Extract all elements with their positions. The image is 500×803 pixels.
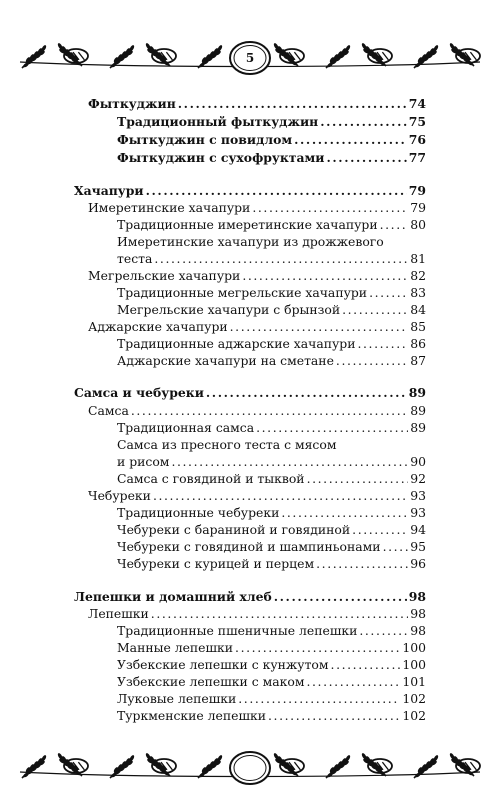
dot-leader — [274, 589, 407, 605]
toc-item-entry[interactable] — [117, 539, 426, 555]
entry-page: 77 — [408, 150, 426, 165]
entry-title: Чебуреки с говядиной и шампиньонами — [117, 539, 381, 554]
wheat-ear-icon — [22, 44, 47, 68]
dot-leader — [256, 420, 408, 436]
wheat-ear-icon — [110, 754, 135, 778]
entry-page: 87 — [410, 353, 426, 368]
dot-leader — [230, 319, 409, 335]
dot-leader — [235, 640, 400, 656]
dot-leader — [336, 353, 408, 369]
page-number: 5 — [245, 51, 255, 65]
toc-item-entry[interactable] — [117, 556, 426, 572]
dot-leader — [383, 539, 409, 555]
entry-page: 81 — [410, 251, 426, 266]
dot-leader — [342, 302, 408, 318]
entry-title: Самса — [88, 403, 129, 418]
toc-section-entry[interactable] — [74, 183, 426, 199]
dot-leader — [146, 183, 407, 199]
entry-page: 82 — [410, 268, 426, 283]
toc-item-entry[interactable] — [117, 708, 426, 724]
entry-title: Фыткуджин — [88, 96, 176, 111]
entry-page: 79 — [408, 183, 426, 198]
entry-page: 79 — [410, 200, 426, 215]
entry-page: 94 — [410, 522, 426, 537]
entry-title: Традиционная самса — [117, 420, 255, 435]
dot-leader — [306, 674, 400, 690]
toc-section-entry[interactable] — [88, 96, 426, 112]
entry-page: 96 — [410, 556, 426, 571]
entry-title: Узбекские лепешки с кунжутом — [117, 657, 329, 672]
entry-title: Мегрельские хачапури с брынзой — [117, 302, 341, 317]
entry-page: 102 — [402, 708, 426, 723]
entry-page: 84 — [410, 302, 426, 317]
toc-item-entry[interactable] — [117, 336, 426, 352]
entry-title: Традиционные мегрельские хачапури — [117, 285, 368, 300]
entry-title: Аджарские хачапури на сметане — [117, 353, 334, 368]
entry-title: Самса из пресного теста с мясом — [117, 437, 337, 452]
toc-item-entry[interactable] — [117, 505, 426, 521]
entry-page: 100 — [402, 657, 426, 672]
entry-page: 83 — [410, 285, 426, 300]
toc-item-entry[interactable] — [117, 353, 426, 369]
entry-title: Фыткуджин с повидлом — [117, 132, 293, 147]
dot-leader — [369, 285, 408, 301]
toc-item-entry[interactable] — [117, 674, 426, 690]
entry-title-continued: и рисом — [117, 454, 170, 469]
entry-page: 89 — [410, 403, 426, 418]
dot-leader — [357, 336, 408, 352]
dot-leader — [268, 708, 400, 724]
entry-title: Самса и чебуреки — [74, 385, 204, 400]
toc-item-entry[interactable] — [117, 691, 426, 707]
entry-title: Традиционные имеретинские хачапури — [117, 217, 378, 232]
wheat-ear-icon — [198, 754, 223, 778]
wheat-ear-icon — [326, 44, 351, 68]
dot-leader — [238, 691, 400, 707]
entry-title: Лепешки и домашний хлеб — [74, 589, 272, 604]
entry-page: 90 — [410, 454, 426, 469]
bottom-ornamental-border — [14, 732, 486, 788]
entry-page: 95 — [410, 539, 426, 554]
toc-group-entry[interactable] — [88, 488, 426, 504]
dot-leader — [359, 623, 408, 639]
top-ornamental-border — [14, 22, 486, 78]
entry-page: 93 — [410, 505, 426, 520]
toc-item-entry[interactable] — [117, 251, 426, 267]
entry-page: 98 — [410, 623, 426, 638]
toc-item-entry[interactable] — [117, 640, 426, 656]
entry-page: 86 — [410, 336, 426, 351]
entry-title: Традиционный фыткуджин — [117, 114, 319, 129]
page-number-oval — [230, 752, 270, 784]
toc-item-entry[interactable] — [117, 217, 426, 233]
entry-page: 85 — [410, 319, 426, 334]
dot-leader — [294, 132, 407, 148]
entry-title: Лепешки — [88, 606, 149, 621]
toc-item-entry[interactable] — [117, 285, 426, 301]
entry-title: Фыткуджин с сухофруктами — [117, 150, 325, 165]
entry-title: Имеретинские хачапури из дрожжевого — [117, 234, 384, 249]
entry-page: 80 — [410, 217, 426, 232]
dot-leader — [171, 454, 408, 470]
entry-title: Чебуреки — [88, 488, 151, 503]
toc-group-entry[interactable] — [88, 403, 426, 419]
dot-leader — [326, 150, 406, 166]
entry-title: Традиционные пшеничные лепешки — [117, 623, 358, 638]
entry-page: 89 — [408, 385, 426, 400]
toc-item-entry[interactable] — [117, 623, 426, 639]
dot-leader — [352, 522, 408, 538]
entry-page: 75 — [408, 114, 426, 129]
dot-leader — [281, 505, 408, 521]
entry-page: 102 — [402, 691, 426, 706]
toc-group-entry[interactable] — [88, 200, 426, 216]
toc-item-entry[interactable] — [117, 471, 426, 487]
toc-group-entry[interactable] — [88, 606, 426, 622]
entry-title: Чебуреки с курицей и перцем — [117, 556, 315, 571]
dot-leader — [380, 217, 409, 233]
toc-section-entry[interactable] — [74, 589, 426, 605]
entry-page: 98 — [410, 606, 426, 621]
wheat-ear-icon — [326, 754, 351, 778]
toc-item-entry[interactable] — [117, 302, 426, 318]
dot-leader — [316, 556, 408, 572]
entry-page: 98 — [408, 589, 426, 604]
toc-section-entry[interactable] — [74, 385, 426, 401]
toc-group-entry[interactable] — [88, 319, 426, 335]
entry-page: 101 — [402, 674, 426, 689]
dot-leader — [178, 96, 407, 112]
entry-title: Чебуреки с бараниной и говядиной — [117, 522, 351, 537]
wheat-ear-icon — [22, 754, 47, 778]
entry-title: Манные лепешки — [117, 640, 234, 655]
dot-leader — [252, 200, 408, 216]
toc-item-entry[interactable] — [117, 420, 426, 436]
entry-page: 92 — [410, 471, 426, 486]
entry-title: Традиционные аджарские хачапури — [117, 336, 356, 351]
entry-title: Узбекские лепешки с маком — [117, 674, 305, 689]
entry-title: Традиционные чебуреки — [117, 505, 280, 520]
toc-item-title-line — [117, 234, 384, 250]
wheat-ear-icon — [110, 44, 135, 68]
entry-page: 89 — [410, 420, 426, 435]
entry-title: Самса с говядиной и тыквой — [117, 471, 305, 486]
entry-page: 74 — [408, 96, 426, 111]
dot-leader — [331, 657, 401, 673]
toc-item-entry[interactable] — [117, 114, 426, 130]
dot-leader — [153, 488, 408, 504]
entry-title: Имеретинские хачапури — [88, 200, 251, 215]
dot-leader — [131, 403, 408, 419]
toc-item-entry[interactable] — [117, 657, 426, 673]
wheat-ear-icon — [198, 44, 223, 68]
toc-item-entry[interactable] — [117, 150, 426, 166]
dot-leader — [320, 114, 407, 130]
entry-title-continued: теста — [117, 251, 153, 266]
entry-title: Луковые лепешки — [117, 691, 237, 706]
toc-item-title-line — [117, 437, 336, 453]
toc-item-entry[interactable] — [117, 132, 426, 148]
dot-leader — [307, 471, 409, 487]
entry-title: Туркменские лепешки — [117, 708, 266, 723]
dot-leader — [242, 268, 408, 284]
entry-page: 76 — [408, 132, 426, 147]
toc-item-entry[interactable] — [117, 454, 426, 470]
entry-title: Хачапури — [74, 183, 144, 198]
entry-page: 100 — [402, 640, 426, 655]
entry-title: Мегрельские хачапури — [88, 268, 241, 283]
entry-title: Аджарские хачапури — [88, 319, 228, 334]
dot-leader — [154, 251, 408, 267]
entry-page: 93 — [410, 488, 426, 503]
toc-group-entry[interactable] — [88, 268, 426, 284]
dot-leader — [206, 385, 407, 401]
dot-leader — [151, 606, 408, 622]
toc-item-entry[interactable] — [117, 522, 426, 538]
